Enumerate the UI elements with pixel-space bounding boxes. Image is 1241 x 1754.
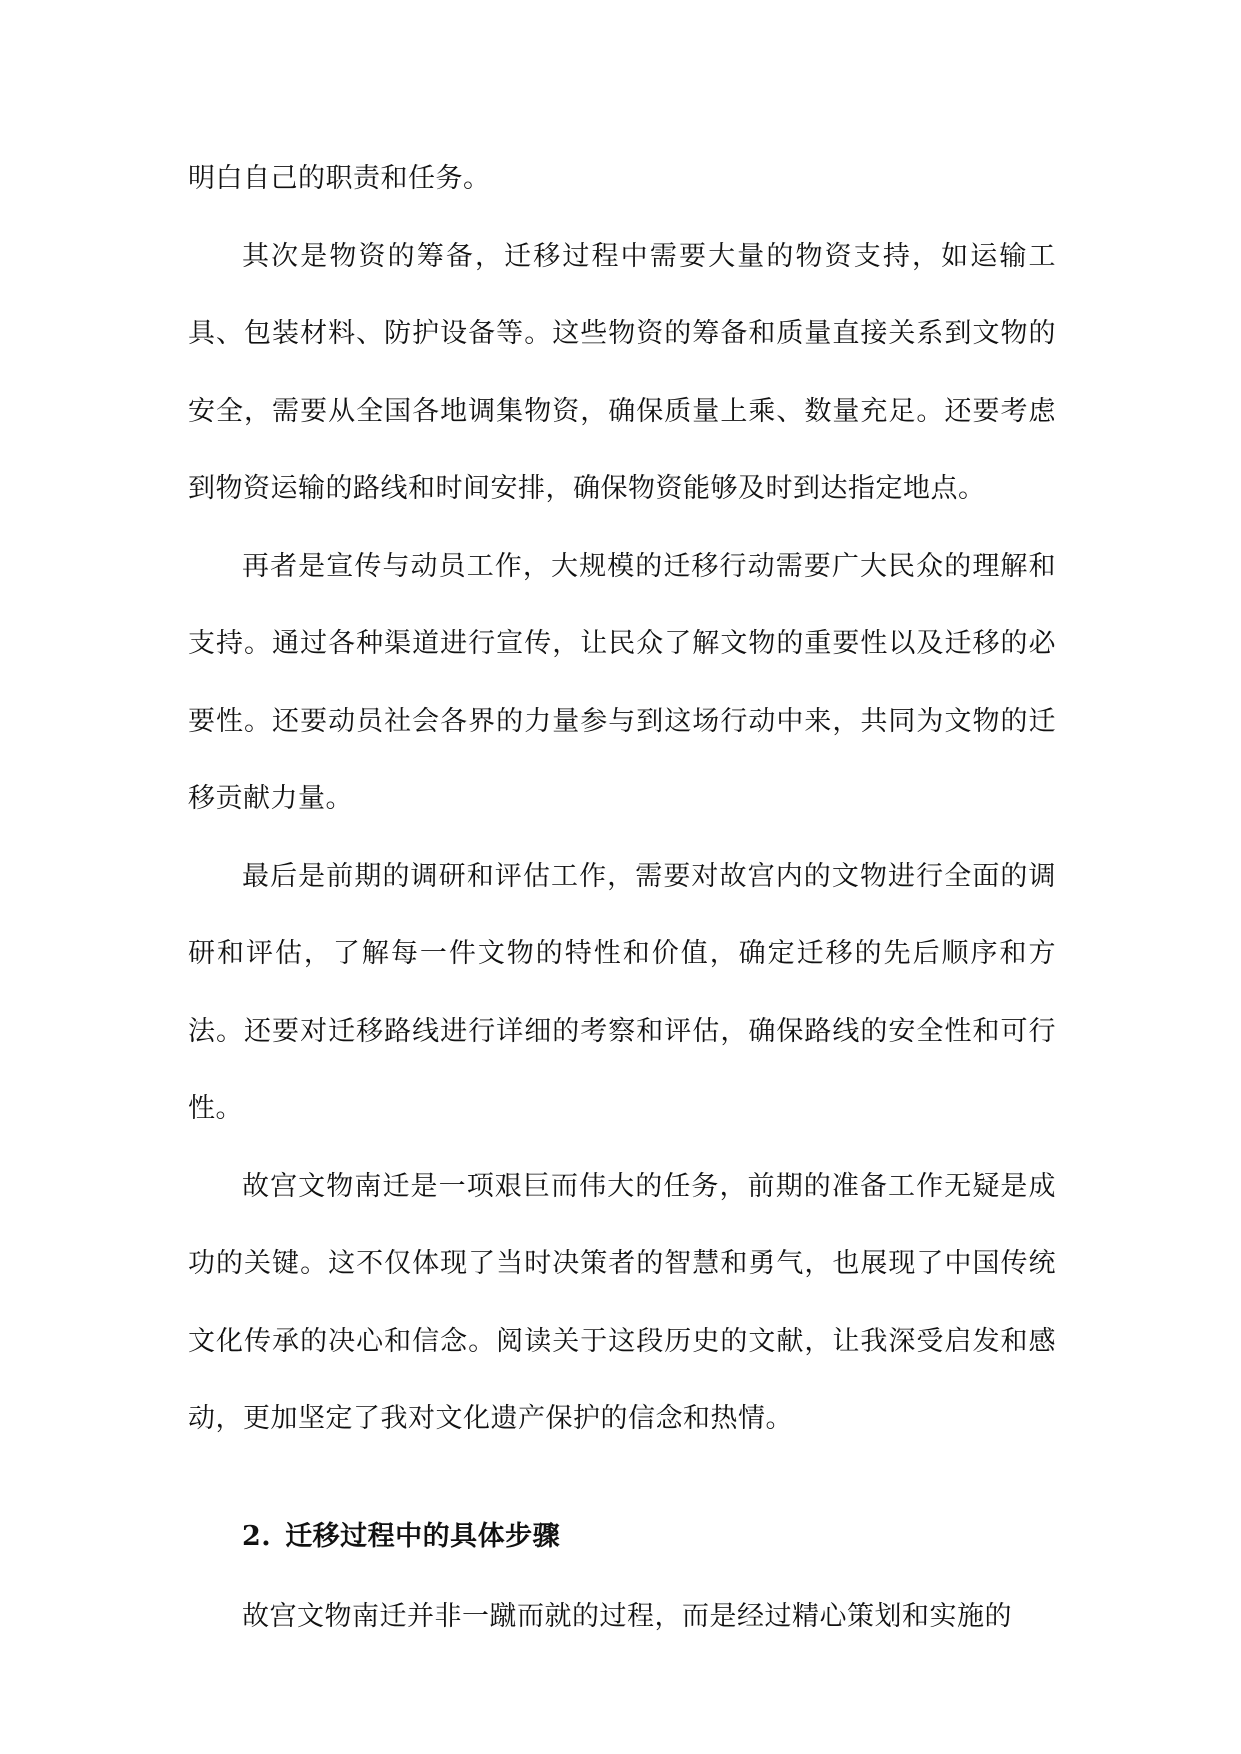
page-body [188,140,1056,1656]
section-number: 2. [242,1520,272,1552]
paragraph-conclusion: 故宫文物南迁是一项艰巨而伟大的任务，前期的准备工作无疑是成功的关键。这不仅体现了当时决策者的智慧和勇气，也展现了中国传统文化传承的决心和信念。阅读关于这段历史的文献，让我深受启发和感动，更加坚定了我对文化遗产保护的信念和热情。 [188,1170,1056,1434]
section-heading [188,1498,1056,1576]
paragraph-materials: 其次是物资的筹备，迁移过程中需要大量的物资支持，如运输工具、包装材料、防护设备等。这些物资的筹备和质量直接关系到文物的安全，需要从全国各地调集物资，确保质量上乘、数量充足。还要考虑到物资运输的路线和时间安排，确保物资能够及时到达指定地点。 [188,240,1056,504]
section-title: 迁移过程中的具体步骤 [285,1520,561,1552]
paragraph-steps-intro: 故宫文物南迁并非一蹴而就的过程，而是经过精心策划和实施的 [242,1601,1012,1632]
paragraph-continued: 明白自己的职责和任务。 [188,163,491,194]
paragraph-research: 最后是前期的调研和评估工作，需要对故宫内的文物进行全面的调研和评估，了解每一件文物的特性和价值，确定迁移的先后顺序和方法。还要对迁移路线进行详细的考察和评估，确保路线的安全性和可行性。 [188,860,1056,1124]
paragraph-publicity: 再者是宣传与动员工作，大规模的迁移行动需要广大民众的理解和支持。通过各种渠道进行宣传，让民众了解文物的重要性以及迁移的必要性。还要动员社会各界的力量参与到这场行动中来，共同为文物的迁移贡献力量。 [188,550,1056,814]
